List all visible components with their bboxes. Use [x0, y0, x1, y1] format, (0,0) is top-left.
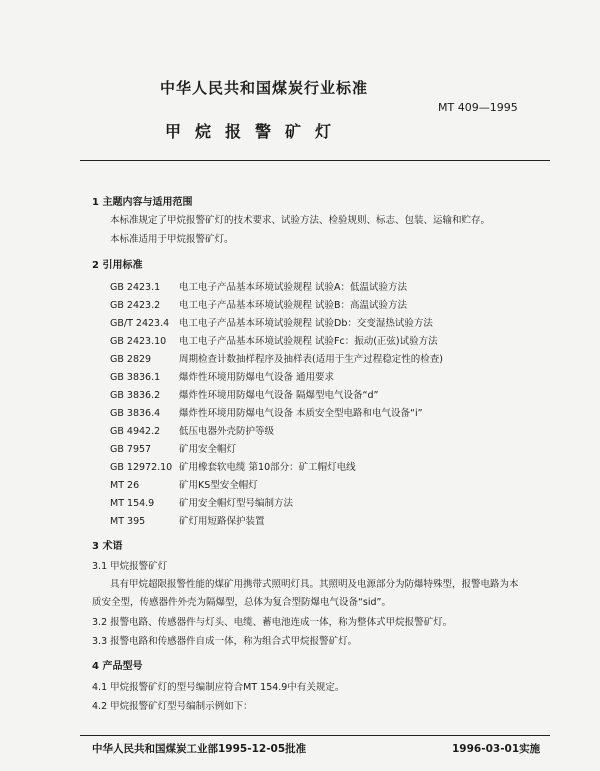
- reference-code: GB 2829: [110, 354, 152, 365]
- reference-code: GB 3836.2: [110, 390, 161, 401]
- issuing-organization: 中华人民共和国煤炭行业标准: [160, 79, 369, 97]
- reference-title: 电工电子产品基本环境试验规程 试验Fc：振动(正弦)试验方法: [179, 336, 438, 347]
- reference-title: 周期检查计数抽样程序及抽样表(适用于生产过程稳定性的检查): [179, 354, 443, 365]
- reference-item: [110, 315, 433, 329]
- reference-title: 矿灯用短路保护装置: [179, 516, 265, 527]
- section-3-heading: 3 术语: [92, 541, 123, 552]
- reference-title: 矿用橡套软电缆 第10部分：矿工帽灯电线: [179, 462, 356, 473]
- reference-code: GB 2423.10: [110, 336, 167, 347]
- standard-number: MT 409—1995: [438, 101, 518, 114]
- section-2-heading: 2 引用标准: [92, 260, 143, 271]
- reference-code: GB 7957: [110, 444, 152, 455]
- header-rule: [80, 160, 550, 161]
- reference-item: [110, 459, 356, 473]
- reference-code: MT 154.9: [110, 498, 155, 509]
- reference-item: [110, 297, 407, 311]
- section-4-heading: 4 产品型号: [92, 661, 143, 672]
- section-1-paragraph-2: 本标准适用于甲烷报警矿灯。: [110, 234, 234, 245]
- reference-item: [110, 441, 236, 455]
- reference-title: 爆炸性环境用防爆电气设备 隔爆型电气设备“d”: [179, 390, 379, 401]
- approval-date: 中华人民共和国煤炭工业部1995-12-05批准: [92, 743, 307, 755]
- term-3-3: 3.3 报警电路和传感器件自成一体，称为组合式甲烷报警矿灯。: [92, 636, 358, 647]
- reference-code: GB 4942.2: [110, 426, 161, 437]
- reference-title: 矿用KS型安全帽灯: [179, 480, 258, 491]
- reference-title: 低压电器外壳防护等级: [179, 426, 275, 437]
- reference-item: [110, 513, 265, 527]
- reference-code: GB 2423.1: [110, 282, 161, 293]
- reference-title: 电工电子产品基本环境试验规程 试验Db：交变湿热试验方法: [179, 318, 433, 329]
- reference-title: 矿用安全帽灯型号编制方法: [179, 498, 294, 509]
- reference-item: [110, 369, 334, 383]
- reference-code: GB 3836.1: [110, 372, 161, 383]
- reference-item: [110, 405, 423, 419]
- footer-rule: [80, 735, 550, 736]
- document-title: 甲烷报警矿灯: [165, 122, 346, 141]
- reference-title: 爆炸性环境用防爆电气设备 通用要求: [179, 372, 335, 383]
- reference-code: GB 12972.10: [110, 462, 173, 473]
- reference-item: [110, 423, 274, 437]
- reference-title: 爆炸性环境用防爆电气设备 本质安全型电路和电气设备“i”: [179, 408, 423, 419]
- reference-code: GB 2423.2: [110, 300, 161, 311]
- reference-title: 矿用安全帽灯: [179, 444, 237, 455]
- reference-code: MT 26: [110, 480, 140, 491]
- reference-item: [110, 333, 438, 347]
- reference-item: [110, 495, 293, 509]
- term-3-2: 3.2 报警电路、传感器件与灯头、电缆、蓄电池连成一体，称为整体式甲烷报警矿灯。: [92, 617, 453, 628]
- reference-item: [110, 477, 258, 491]
- implementation-date: 1996-03-01实施: [452, 743, 541, 755]
- clause-4-1: 4.1 甲烷报警矿灯的型号编制应符合MT 154.9中有关规定。: [92, 682, 345, 693]
- reference-item: [110, 387, 378, 401]
- reference-code: GB/T 2423.4: [110, 318, 170, 329]
- term-3-1-definition-line-1: 具有甲烷超限报警性能的煤矿用携带式照明灯具。其照明及电源部分为防爆特殊型，报警电路为本: [110, 579, 519, 590]
- reference-item: [110, 351, 443, 365]
- term-3-1-definition-line-2: 质安全型，传感器件外壳为隔爆型，总体为复合型防爆电气设备“sid”。: [92, 597, 391, 608]
- clause-4-2: 4.2 甲烷报警矿灯型号编制示例如下：: [92, 701, 253, 712]
- section-1-heading: 1 主题内容与适用范围: [92, 197, 193, 208]
- section-1-paragraph-1: 本标准规定了甲烷报警矿灯的技术要求、试验方法、检验规则、标志、包装、运输和贮存。: [110, 215, 491, 226]
- reference-code: GB 3836.4: [110, 408, 161, 419]
- term-3-1-heading: 3.1 甲烷报警矿灯: [92, 561, 168, 572]
- reference-code: MT 395: [110, 516, 146, 527]
- reference-item: [110, 279, 407, 293]
- reference-title: 电工电子产品基本环境试验规程 试验A：低温试验方法: [179, 282, 408, 293]
- reference-title: 电工电子产品基本环境试验规程 试验B：高温试验方法: [179, 300, 408, 311]
